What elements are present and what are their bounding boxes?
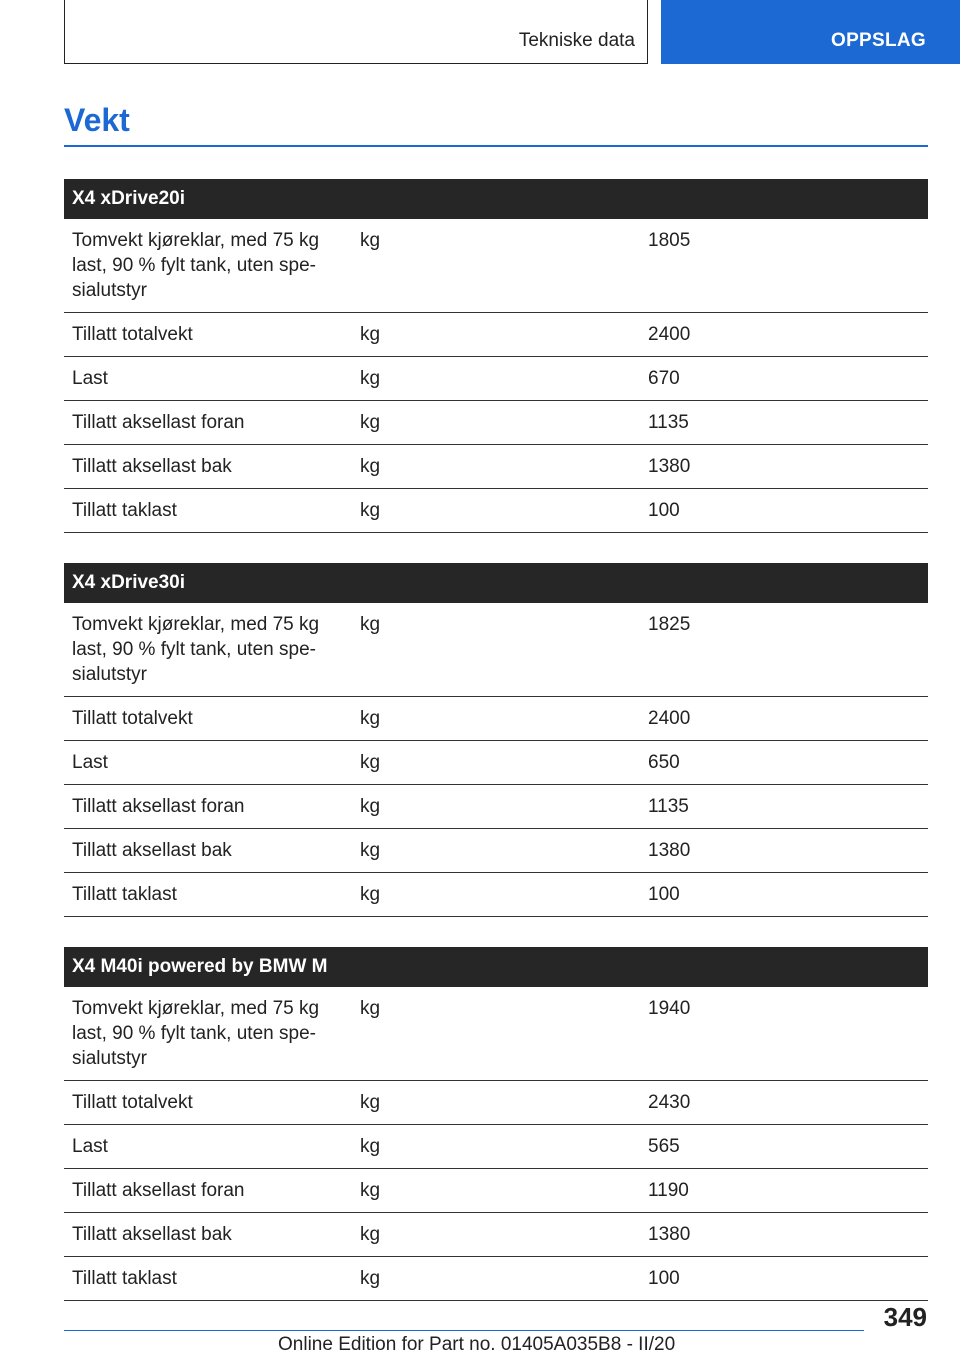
row-value: 670 bbox=[640, 357, 928, 401]
header-section-box bbox=[64, 0, 648, 64]
row-unit: kg bbox=[352, 1125, 640, 1169]
header-tab-label: OPPSLAG bbox=[830, 30, 926, 51]
row-value: 2400 bbox=[640, 313, 928, 357]
row-unit: kg bbox=[352, 445, 640, 489]
row-label: Tillatt aksellast foran bbox=[64, 401, 352, 445]
row-label: Tomvekt kjøreklar, med 75 kg last, 90 % fylt tank, uten spe- sialutstyr bbox=[64, 219, 352, 313]
row-label: Last bbox=[64, 1125, 352, 1169]
spec-table-heading: X4 M40i powered by BMW M bbox=[64, 947, 928, 987]
table-row bbox=[64, 445, 928, 489]
row-unit: kg bbox=[352, 987, 640, 1081]
spec-tables bbox=[64, 179, 928, 1331]
footer-edition: Online Edition for Part no. 01405A035B8 - II/20 bbox=[278, 1334, 676, 1355]
footer-divider bbox=[64, 1330, 864, 1331]
row-unit: kg bbox=[352, 489, 640, 533]
spec-table-heading: X4 xDrive30i bbox=[64, 563, 928, 603]
table-row bbox=[64, 219, 928, 313]
row-unit: kg bbox=[352, 1169, 640, 1213]
row-unit: kg bbox=[352, 1081, 640, 1125]
row-value: 1135 bbox=[640, 785, 928, 829]
row-unit: kg bbox=[352, 741, 640, 785]
row-value: 1190 bbox=[640, 1169, 928, 1213]
table-row bbox=[64, 1125, 928, 1169]
table-row bbox=[64, 785, 928, 829]
table-row bbox=[64, 489, 928, 533]
spec-table bbox=[64, 947, 928, 1301]
row-value: 565 bbox=[640, 1125, 928, 1169]
table-row bbox=[64, 873, 928, 917]
spec-table bbox=[64, 179, 928, 533]
row-label: Last bbox=[64, 357, 352, 401]
row-value: 1380 bbox=[640, 1213, 928, 1257]
table-row bbox=[64, 741, 928, 785]
row-value: 1805 bbox=[640, 219, 928, 313]
row-unit: kg bbox=[352, 785, 640, 829]
row-label: Tillatt aksellast bak bbox=[64, 829, 352, 873]
row-value: 1940 bbox=[640, 987, 928, 1081]
header-section-label: Tekniske data bbox=[518, 30, 635, 51]
row-value: 100 bbox=[640, 1257, 928, 1301]
row-label: Tillatt aksellast bak bbox=[64, 1213, 352, 1257]
row-label: Tillatt aksellast foran bbox=[64, 1169, 352, 1213]
row-unit: kg bbox=[352, 313, 640, 357]
page-number: 349 bbox=[883, 1302, 927, 1332]
table-row bbox=[64, 603, 928, 697]
row-unit: kg bbox=[352, 1257, 640, 1301]
spec-table bbox=[64, 563, 928, 917]
table-row bbox=[64, 313, 928, 357]
table-row bbox=[64, 357, 928, 401]
row-value: 100 bbox=[640, 873, 928, 917]
row-value: 2400 bbox=[640, 697, 928, 741]
table-row bbox=[64, 1081, 928, 1125]
table-row bbox=[64, 1213, 928, 1257]
row-unit: kg bbox=[352, 697, 640, 741]
row-label: Tillatt totalvekt bbox=[64, 313, 352, 357]
row-unit: kg bbox=[352, 1213, 640, 1257]
table-row bbox=[64, 697, 928, 741]
row-value: 650 bbox=[640, 741, 928, 785]
row-label: Tillatt aksellast bak bbox=[64, 445, 352, 489]
row-unit: kg bbox=[352, 873, 640, 917]
row-label: Tillatt totalvekt bbox=[64, 1081, 352, 1125]
row-unit: kg bbox=[352, 829, 640, 873]
row-unit: kg bbox=[352, 357, 640, 401]
row-value: 1825 bbox=[640, 603, 928, 697]
table-row bbox=[64, 401, 928, 445]
title-divider bbox=[64, 145, 928, 147]
row-unit: kg bbox=[352, 219, 640, 313]
row-label: Tillatt taklast bbox=[64, 873, 352, 917]
row-value: 2430 bbox=[640, 1081, 928, 1125]
row-label: Tomvekt kjøreklar, med 75 kg last, 90 % fylt tank, uten spe- sialutstyr bbox=[64, 987, 352, 1081]
row-label: Tillatt taklast bbox=[64, 1257, 352, 1301]
row-value: 1380 bbox=[640, 829, 928, 873]
row-label: Last bbox=[64, 741, 352, 785]
header-tab-oppslag[interactable] bbox=[661, 0, 960, 64]
row-label: Tomvekt kjøreklar, med 75 kg last, 90 % fylt tank, uten spe- sialutstyr bbox=[64, 603, 352, 697]
table-row bbox=[64, 1257, 928, 1301]
row-value: 1135 bbox=[640, 401, 928, 445]
page-title: Vekt bbox=[64, 102, 130, 138]
table-row bbox=[64, 829, 928, 873]
row-value: 1380 bbox=[640, 445, 928, 489]
row-value: 100 bbox=[640, 489, 928, 533]
row-unit: kg bbox=[352, 401, 640, 445]
row-label: Tillatt totalvekt bbox=[64, 697, 352, 741]
row-label: Tillatt taklast bbox=[64, 489, 352, 533]
row-label: Tillatt aksellast foran bbox=[64, 785, 352, 829]
spec-table-heading: X4 xDrive20i bbox=[64, 179, 928, 219]
table-row bbox=[64, 1169, 928, 1213]
row-unit: kg bbox=[352, 603, 640, 697]
table-row bbox=[64, 987, 928, 1081]
